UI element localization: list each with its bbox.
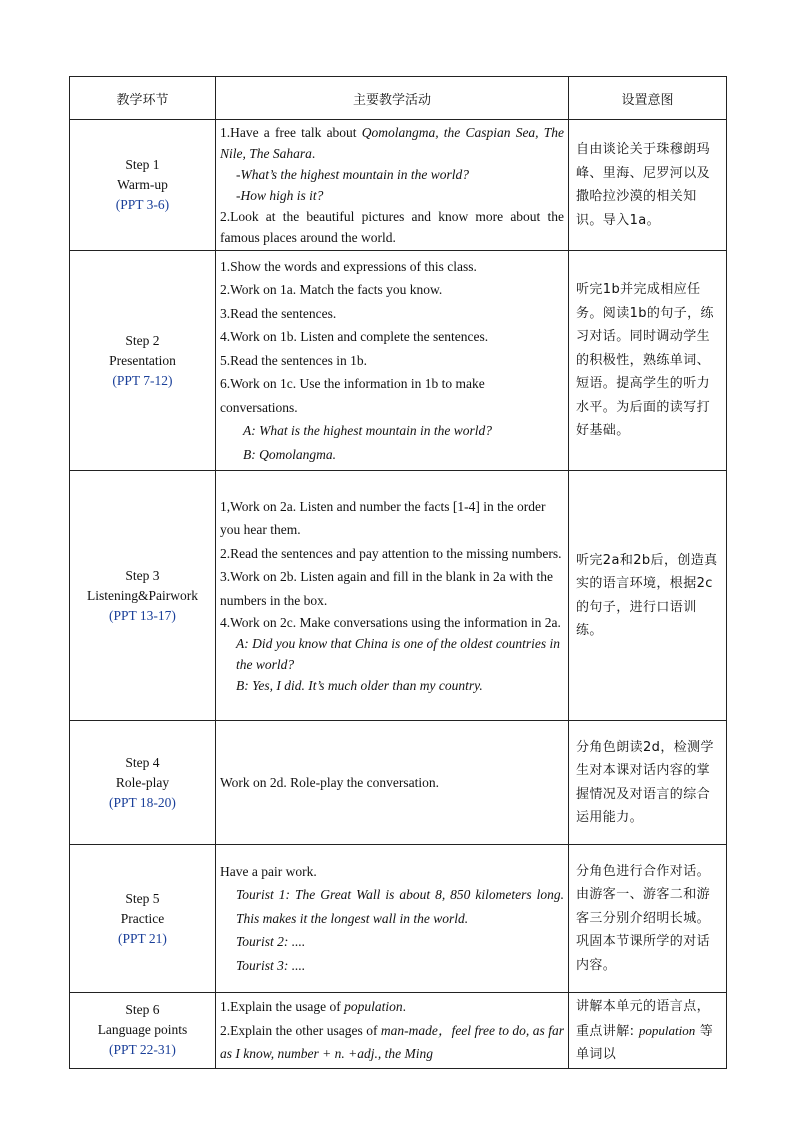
activity-cell (216, 845, 569, 993)
step-cell (70, 251, 216, 471)
activity-cell (216, 120, 569, 251)
activity-cell (216, 471, 569, 721)
step-ppt: (PPT 13-17) (109, 607, 176, 623)
header-purpose: 设置意图 (569, 77, 727, 120)
activity-line: 5.Read the sentences in 1b. (220, 352, 367, 368)
step-ppt: (PPT 7-12) (112, 372, 173, 388)
lesson-plan-table (69, 76, 727, 1069)
table-row (70, 120, 727, 251)
table-row (70, 993, 727, 1069)
step-cell (70, 120, 216, 251)
purpose-cell: 自由谈论关于珠穆朗玛峰、里海、尼罗河以及撒哈拉沙漠的相关知识。导入1a。 (569, 120, 727, 251)
step-ppt: (PPT 21) (118, 930, 167, 946)
step-number: Step 6 (125, 1002, 160, 1018)
activity-line: 4.Work on 1b. Listen and complete the sentences. (220, 329, 489, 345)
step-ppt: (PPT 18-20) (109, 794, 176, 810)
activity-line: 1.Explain the usage of population. (220, 999, 406, 1014)
activity-line: 2.Look at the beautiful pictures and know more about the famous places around the world. (220, 209, 564, 245)
table-row (70, 721, 727, 845)
activity-line: 6.Work on 1c. Use the information in 1b to make conversations. (220, 376, 485, 415)
step-name: Language points (97, 1022, 188, 1038)
dialog-line: Tourist 2: .... (236, 934, 306, 950)
activity-line: 3.Work on 2b. Listen again and fill in the blank in 2a with the numbers in the box. (220, 569, 553, 608)
activity-line: 1.Have a free talk about Qomolangma, the Caspian Sea, The Nile, The Sahara. (220, 125, 564, 161)
table-row (70, 251, 727, 471)
step-number: Step 3 (125, 567, 160, 583)
step-cell (70, 993, 216, 1069)
step-name: Role-play (115, 774, 170, 790)
activity-line: 1,Work on 2a. Listen and number the facts [1-4] in the order you hear them. (220, 498, 546, 538)
activity-cell (216, 721, 569, 845)
table-row (70, 471, 727, 721)
step-name: Presentation (109, 352, 176, 368)
purpose-cell: 分角色朗读2d，检测学生对本课对话内容的掌握情况及对语言的综合运用能力。 (569, 721, 727, 845)
step-name: Listening&Pairwork (87, 587, 198, 603)
activity-line: -How high is it? (236, 188, 324, 203)
step-name: Warm-up (117, 177, 168, 192)
header-step: 教学环节 (70, 77, 216, 120)
activity-line: 2.Read the sentences and pay attention to the missing numbers. (220, 545, 562, 561)
dialog-line: Tourist 1: The Great Wall is about 8, 850 kilometers long. This makes it the longest wall in the world. (236, 887, 564, 926)
step-cell (70, 845, 216, 993)
step-cell (70, 721, 216, 845)
activity-line: -What’s the highest mountain in the world? (236, 167, 469, 182)
purpose-cell: 分角色进行合作对话。由游客一、游客二和游客三分别介绍明长城。巩固本节课所学的对话内容。 (569, 845, 727, 993)
step-number: Step 1 (125, 157, 160, 172)
activity-line: Have a pair work. (220, 863, 317, 879)
activity-line: Work on 2d. Role-play the conversation. (220, 774, 439, 790)
activity-line: 4.Work on 2c. Make conversations using the information in 2a. (220, 615, 561, 631)
step-ppt: (PPT 3-6) (115, 197, 170, 212)
step-number: Step 5 (125, 890, 160, 906)
dialog-line: Tourist 3: .... (236, 957, 306, 973)
activity-line: 3.Read the sentences. (220, 305, 337, 321)
dialog-line: B: Qomolangma. (243, 446, 336, 462)
activity-cell (216, 993, 569, 1069)
step-number: Step 4 (125, 754, 160, 770)
step-name: Practice (120, 910, 165, 926)
activity-line: 2.Work on 1a. Match the facts you know. (220, 282, 443, 298)
header-activity: 主要教学活动 (216, 77, 569, 120)
activity-line: 1.Show the words and expressions of this class. (220, 258, 477, 274)
table-row (70, 845, 727, 993)
step-number: Step 2 (125, 332, 160, 348)
activity-cell (216, 251, 569, 471)
dialog-line: A: What is the highest mountain in the world? (243, 423, 492, 439)
purpose-cell: 讲解本单元的语言点，重点讲解: population 等单词以 (569, 993, 727, 1069)
dialog-line: A: Did you know that China is one of the oldest countries in the world? (236, 636, 560, 673)
dialog-line: B: Yes, I did. It’s much older than my country. (236, 678, 483, 694)
step-ppt: (PPT 22-31) (109, 1042, 176, 1058)
purpose-cell: 听完1b并完成相应任务。阅读1b的句子，练习对话。同时调动学生的积极性，熟练单词、短语。提高学生的听力水平。为后面的读写打好基础。 (569, 251, 727, 471)
activity-line: 2.Explain the other usages of man-made，feel free to do, as far as I know, number + n. +adj., the Ming (220, 1022, 564, 1061)
header-row (70, 77, 727, 120)
purpose-cell: 听完2a和2b后，创造真实的语言环境，根据2c的句子，进行口语训练。 (569, 471, 727, 721)
step-cell (70, 471, 216, 721)
